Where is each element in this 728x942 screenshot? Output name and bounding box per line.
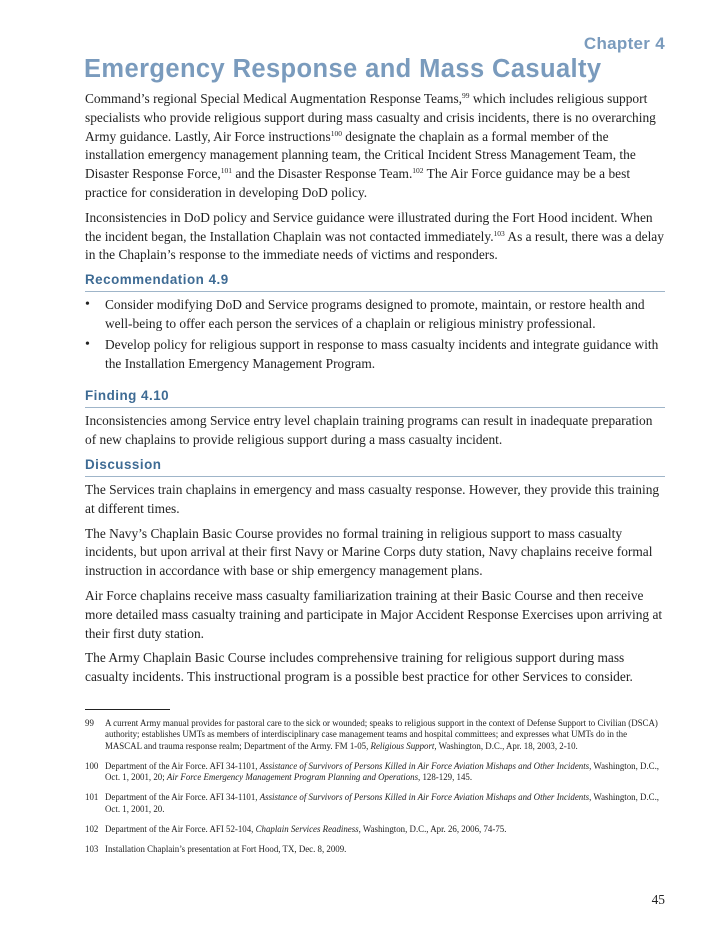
- footnote-ref-99[interactable]: 99: [462, 91, 470, 100]
- discussion-paragraph: The Services train chaplains in emergency and mass casualty response. However, they provide this training at different times.: [85, 481, 660, 516]
- intro-paragraph-2: Inconsistencies in DoD policy and Service guidance were illustrated during the Fort Hood incident. When the incident began, the Installation Chaplain was not contacted immediately.$^{103}$ As a result, there was a delay in the Chaplain’s response to the immediate needs of victims and responders.: [85, 209, 664, 263]
- finding-heading: Finding 4.10: [85, 388, 170, 404]
- finding-text: Inconsistencies among Service entry level chaplain training programs can result in inadequate preparation of new chaplains to provide religious support during a mass casualty incident.: [85, 413, 653, 448]
- list-item: • Develop policy for religious support in response to mass casualty incidents and integrate guidance with the Installation Emergency Management Program.: [85, 336, 659, 371]
- discussion-paragraph: The Navy’s Chaplain Basic Course provides no formal training in religious support to mass casualty incidents, but upon arrival at their first Navy or Marine Corps duty station, Navy chaplains receive formal instruction in accordance with base or ship emergency management plans.: [85, 525, 653, 579]
- footnote-102: 102 Department of the Air Force. AFI 52-104, Chaplain Services Readiness, Washington, D.C., Apr. 26, 2006, 74-75.: [85, 824, 507, 834]
- discussion-heading: Discussion: [85, 456, 162, 472]
- chapter-label: Chapter 4: [583, 34, 665, 53]
- recommendation-heading: Recommendation 4.9: [85, 272, 229, 288]
- discussion-paragraph: Air Force chaplains receive mass casualty familiarization training at their Basic Course and then receive more detailed mass casualty training and participate in Major Accident Response Exercises upon arriving at their first duty station.: [85, 587, 663, 641]
- section-divider: [85, 291, 665, 292]
- document-page: [85, 34, 665, 865]
- recommendation-list: [85, 296, 665, 373]
- footnote-ref-102[interactable]: 102: [412, 166, 424, 176]
- chapter-title: Emergency Response and Mass Casualty: [84, 55, 602, 83]
- footnote-99: 99 A current Army manual provides for pastoral care to the sick or wounded; speaks to religious support in the context of Defense Support to Civilian (DSCA) authority; establishes UMTs as members of interdisciplinary case management teams and hospital committees; and expresses what UMTs do in the MASCAL and trauma response realm; Department of the Army. FM 1-05, Religious Support, Washington, D.C., Apr. 18, 2003, 2-10.: [85, 717, 658, 751]
- footnote-divider: [85, 709, 170, 710]
- list-item: • Consider modifying DoD and Service programs designed to promote, maintain, or restore health and well-being to offer each person the services of a chaplain or religious ministry professional.: [85, 297, 645, 331]
- footnote-ref-100[interactable]: 100: [330, 128, 342, 138]
- page-number: 45: [651, 892, 665, 907]
- bullet-icon: •: [85, 297, 90, 313]
- section-divider: [85, 407, 665, 408]
- footnote-101: 101 Department of the Air Force. AFI 34-1101, Assistance of Survivors of Persons Killed in Air Force Aviation Mishaps and Other Incidents, Washington, D.C., Oct. 1, 2001, 20.: [85, 792, 660, 814]
- intro-paragraph-1: Command’s regional Special Medical Augmentation Response Teams,$^{99}$ which includes religious support specialists who provide religious support during mass casualty and crisis incidents, there is no overarching Army guidance. Lastly, Air Force instructions$^{100}$ designate the chaplain as a formal member of the installation emergency management planning team, the Critical Incident Stress Management Team, the Disaster Response Force,$^{101}$ and the Disaster Response Team.$^{102}$ The Air Force guidance may be a best practice for consideration in developing DoD policy.: [85, 91, 656, 200]
- footnote-ref-101[interactable]: 101: [220, 166, 232, 176]
- footnote-ref-103[interactable]: 103: [493, 228, 505, 238]
- bullet-icon: •: [85, 336, 90, 352]
- section-divider: [85, 476, 665, 477]
- footnote-103: 103 Installation Chaplain’s presentation at Fort Hood, TX, Dec. 8, 2009.: [85, 844, 347, 855]
- footnote-100: 100 Department of the Air Force. AFI 34-1101, Assistance of Survivors of Persons Killed in Air Force Aviation Mishaps and Other Incidents, Washington, D.C., Oct. 1, 2001, 20; Air Force Emergency Management Program Planning and Operations, 128-129, 145.: [85, 760, 660, 783]
- discussion-paragraph: The Army Chaplain Basic Course includes comprehensive training for religious support during mass casualty incidents. This instructional program is a possible best practice for other Services to consider.: [85, 650, 633, 685]
